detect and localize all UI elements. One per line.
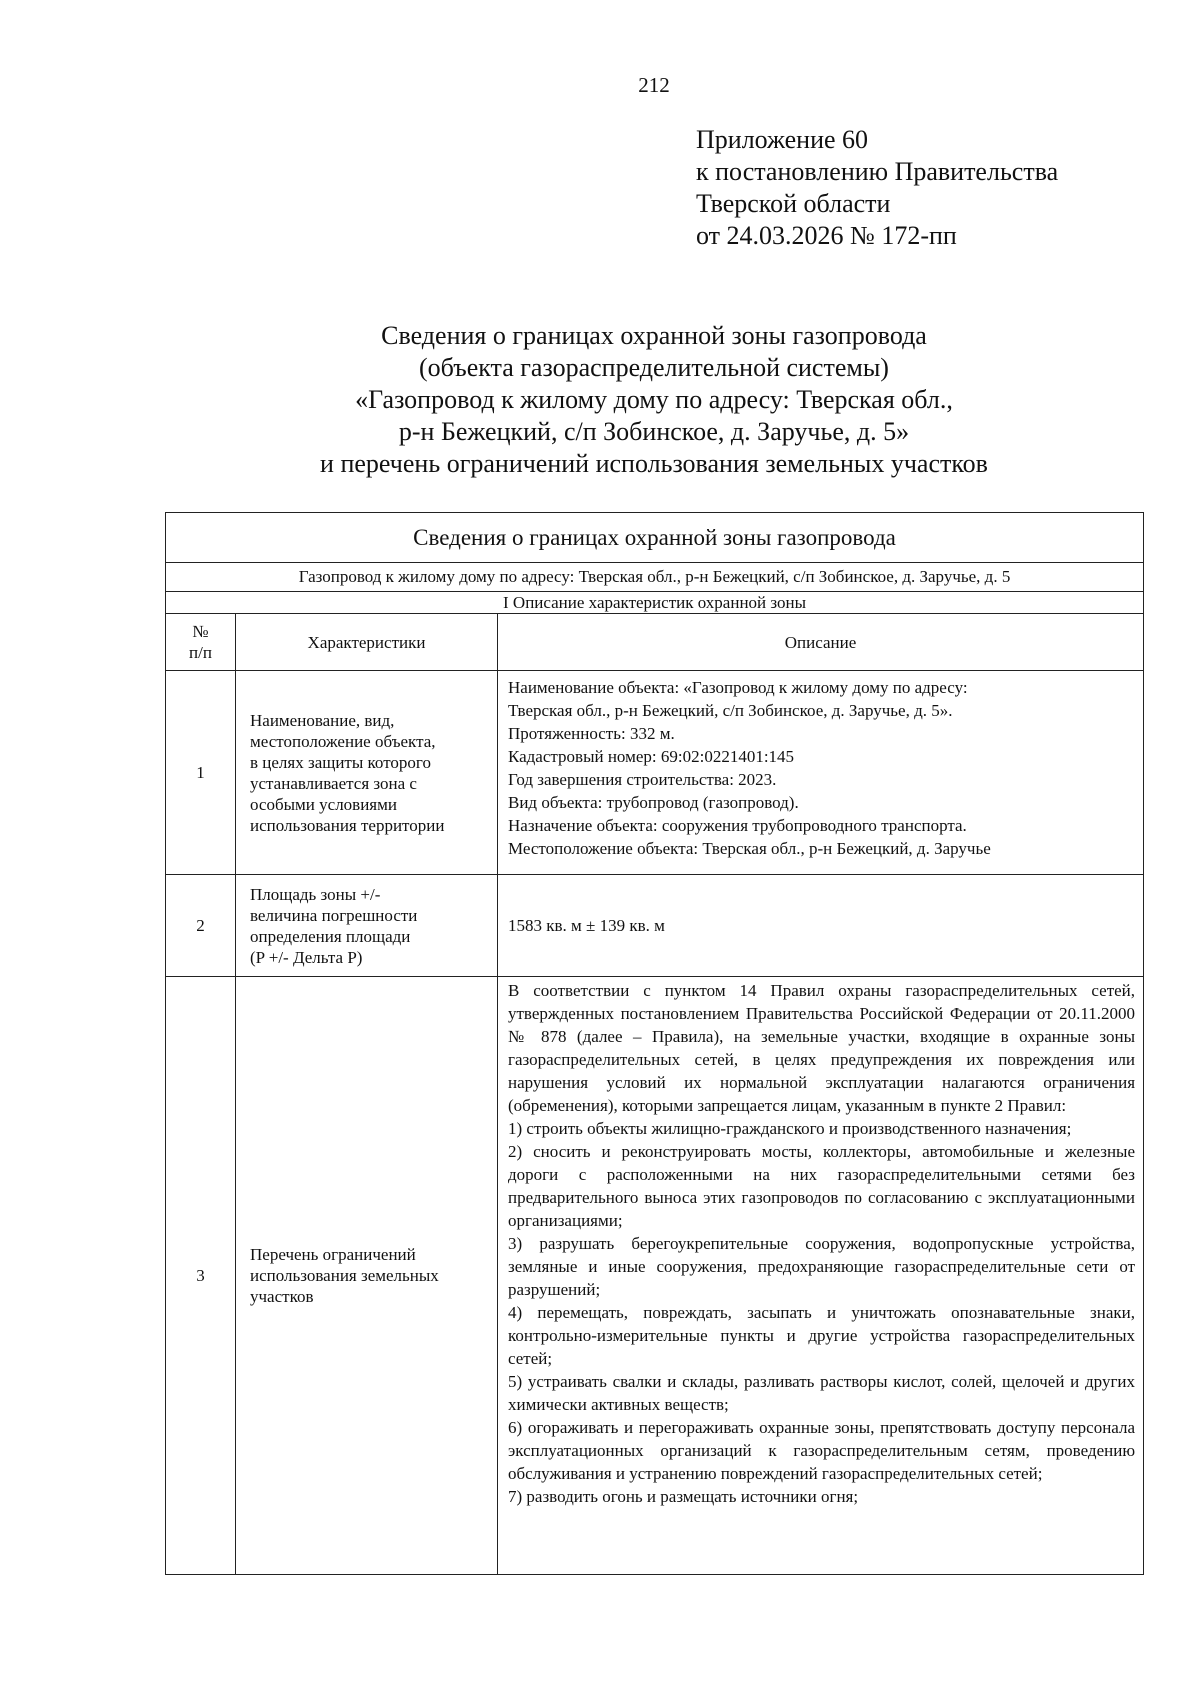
header-number <box>166 614 236 671</box>
description-line: Вид объекта: трубопровод (газопровод). <box>508 793 799 812</box>
appendix-line: Тверской области <box>696 189 891 218</box>
row-number: 1 <box>166 671 236 875</box>
table-object-name: Газопровод к жилому дому по адресу: Тверская обл., р-н Бежецкий, с/п Зобинское, д. Заручье, д. 5 <box>166 563 1144 592</box>
table-row <box>166 875 1144 977</box>
title-line: и перечень ограничений использования земельных участков <box>320 449 988 478</box>
zone-info-table <box>165 512 1144 1575</box>
row-number: 2 <box>166 875 236 977</box>
title-line: (объекта газораспределительной системы) <box>419 353 889 382</box>
description-paragraph: 5) устраивать свалки и склады, разливать растворы кислот, солей, щелочей и других химически активных веществ; <box>508 1372 1136 1414</box>
row-description <box>498 875 1144 977</box>
description-line: Год завершения строительства: 2023. <box>508 770 777 789</box>
appendix-line: к постановлению Правительства <box>696 157 1059 186</box>
characteristic-line: Наименование, вид, <box>250 710 395 730</box>
table-title: Сведения о границах охранной зоны газопровода <box>166 513 1144 563</box>
page-number: 212 <box>638 73 670 97</box>
description-line: Назначение объекта: сооружения трубопроводного транспорта. <box>508 816 967 835</box>
table-row <box>166 671 1144 875</box>
header-characteristics: Характеристики <box>236 614 498 671</box>
characteristic-line: (P +/- Дельта P) <box>250 947 363 967</box>
characteristic-line: величина погрешности <box>250 905 418 925</box>
row-description <box>498 977 1144 1575</box>
title-line: «Газопровод к жилому дому по адресу: Тверская обл., <box>355 385 953 414</box>
header-number-abbr: п/п <box>189 643 212 662</box>
table-section-heading: I Описание характеристик охранной зоны <box>166 592 1144 614</box>
description-paragraph: 1) строить объекты жилищно-гражданского и производственного назначения; <box>508 1119 1072 1138</box>
description-line: Кадастровый номер: 69:02:0221401:145 <box>508 747 795 766</box>
characteristic-line: в целях защиты которого <box>250 752 431 772</box>
table-row <box>166 977 1144 1575</box>
table-header-row <box>166 614 1144 671</box>
row-characteristic <box>236 875 498 977</box>
description-line: Наименование объекта: «Газопровод к жилому дому по адресу: <box>508 678 968 697</box>
description-line: 1583 кв. м ± 139 кв. м <box>508 916 665 935</box>
characteristic-line: использования земельных <box>250 1266 439 1285</box>
document-title <box>0 320 1200 480</box>
characteristic-line: особыми условиями <box>250 794 397 814</box>
description-line: Местоположение объекта: Тверская обл., р-н Бежецкий, д. Заручье <box>508 839 991 858</box>
title-line: р-н Бежецкий, с/п Зобинское, д. Заручье, д. 5» <box>398 417 910 446</box>
characteristic-line: определения площади <box>250 926 411 946</box>
characteristic-line: использования территории <box>250 815 445 835</box>
description-paragraph: 2) сносить и реконструировать мосты, коллекторы, автомобильные и железные дороги с расположенными на них газораспределительными сетями без предварительного выноса этих газопроводов по согласованию с эксплуатационными организациями; <box>508 1142 1136 1230</box>
description-paragraph: 4) перемещать, повреждать, засыпать и уничтожать опознавательные знаки, контрольно-измерительные пункты и другие устройства газораспределительных сетей; <box>508 1303 1136 1368</box>
characteristic-line: устанавливается зона с <box>250 773 417 793</box>
row-number: 3 <box>166 977 236 1575</box>
header-number-symbol: № <box>192 622 209 641</box>
characteristic-line: участков <box>250 1287 314 1306</box>
description-paragraph: 6) огораживать и перегораживать охранные зоны, препятствовать доступу персонала эксплуатационных организаций к газораспределительным сетям, проведению обслуживания и устранению повреждений газораспределительных сетей; <box>508 1418 1136 1483</box>
appendix-line: от 24.03.2026 № 172-пп <box>696 221 957 250</box>
characteristic-line: местоположение объекта, <box>250 731 436 751</box>
appendix-line: Приложение 60 <box>696 125 869 154</box>
description-line: Протяженность: 332 м. <box>508 724 675 743</box>
row-description <box>498 671 1144 875</box>
description-paragraph: 7) разводить огонь и размещать источники огня; <box>508 1487 859 1506</box>
description-paragraph: 3) разрушать берегоукрепительные сооружения, водопропускные устройства, земляные и иные сооружения, предохраняющие газораспределительные сети от разрушений; <box>508 1234 1136 1299</box>
row-characteristic <box>236 671 498 875</box>
appendix-block <box>696 124 1058 252</box>
characteristic-line: Площадь зоны +/- <box>250 884 381 904</box>
row-characteristic <box>236 977 498 1575</box>
title-line: Сведения о границах охранной зоны газопровода <box>381 321 927 350</box>
header-description: Описание <box>498 614 1144 671</box>
description-paragraph: В соответствии с пунктом 14 Правил охраны газораспределительных сетей, утвержденных постановлением Правительства Российской Федерации от 20.11.2000 № 878 (далее – Правила), на земельные участки, входящие в охранные зоны газораспределительных сетей, в целях предупреждения их повреждения или нарушения условий их нормальной эксплуатации налагаются ограничения (обременения), которыми запрещается лицам, указанным в пункте 2 Правил: <box>508 981 1136 1115</box>
characteristic-line: Перечень ограничений <box>250 1245 416 1264</box>
description-line: Тверская обл., р-н Бежецкий, с/п Зобинское, д. Заручье, д. 5». <box>508 701 953 720</box>
